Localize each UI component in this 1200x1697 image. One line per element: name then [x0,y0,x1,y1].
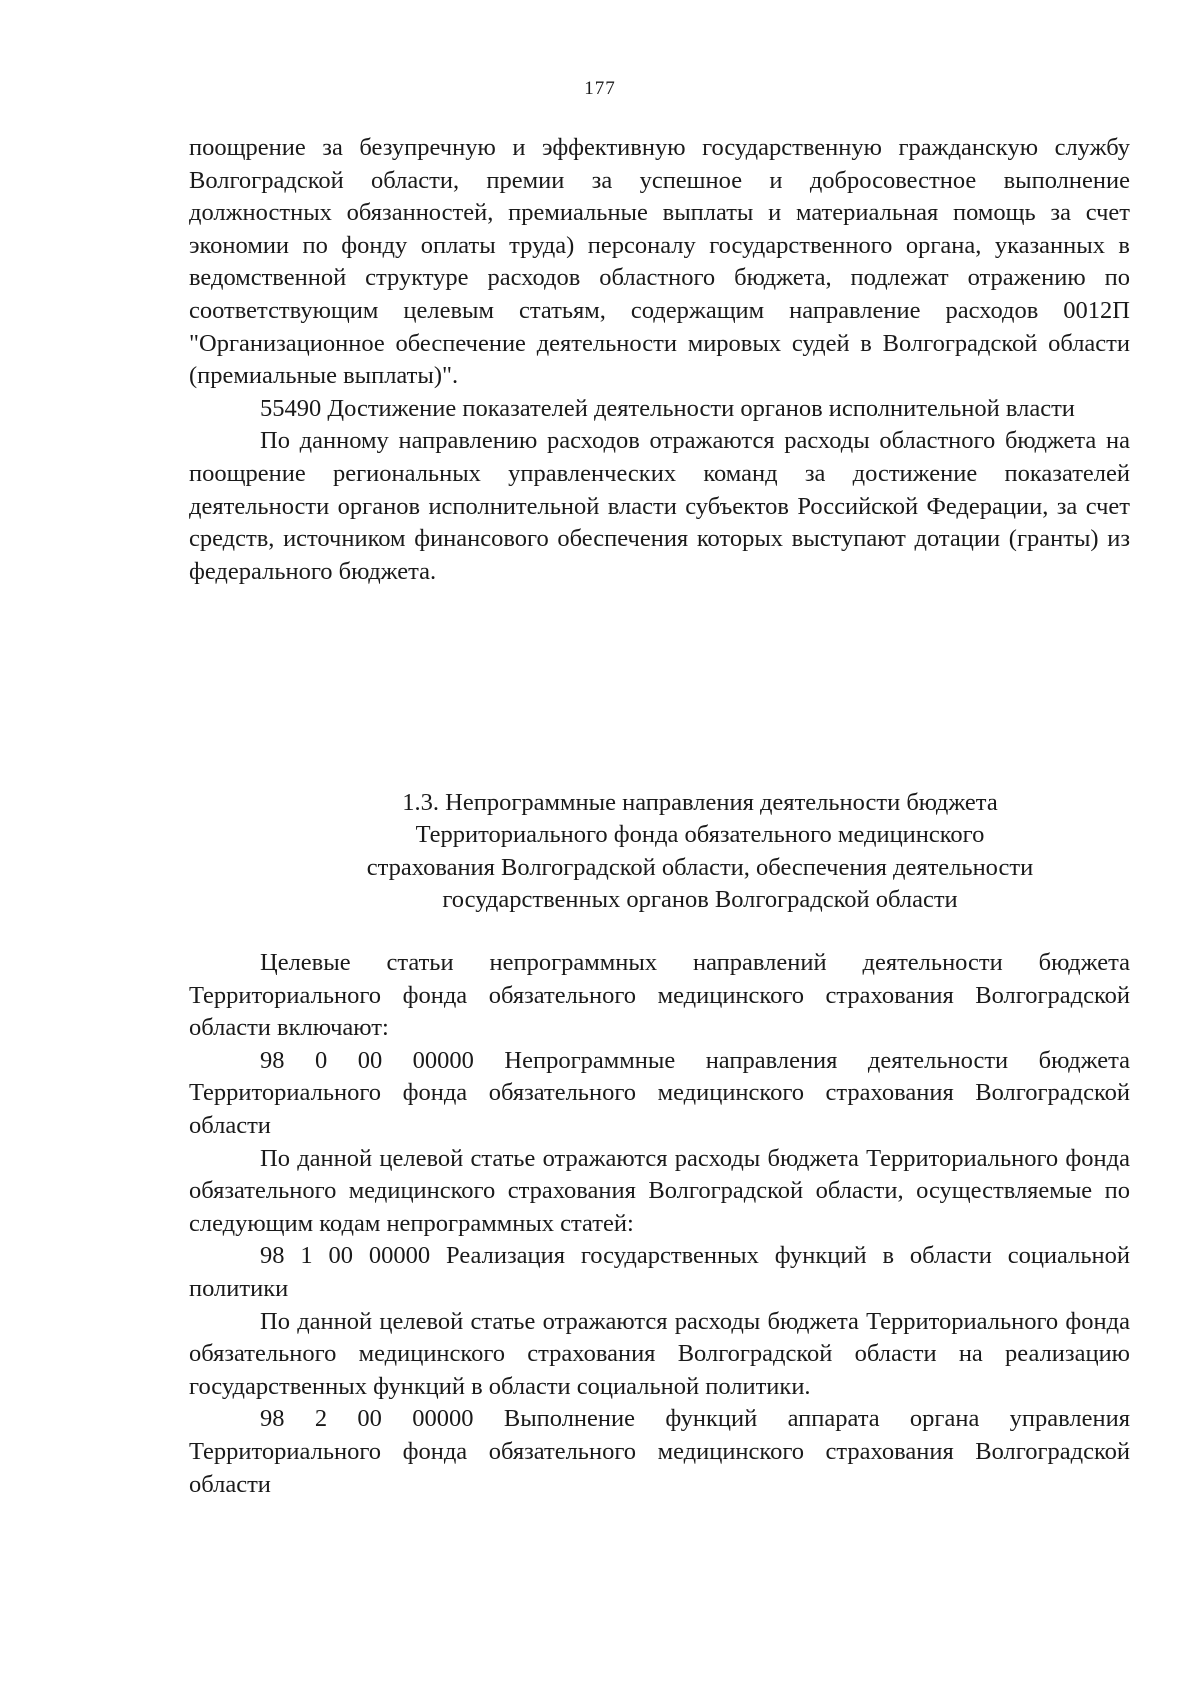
paragraph-description: По данной целевой статье отражаются расходы бюджета Территориального фонда обязательного медицинского страхования Волгоградской области, осуществляемые по следующим кодам непрограммных статей: [189,1144,1130,1237]
paragraph-code-55490: 55490 Достижение показателей деятельности органов исполнительной власти [260,394,1075,422]
text-block-top [189,132,1130,588]
heading-line: Территориального фонда обязательного медицинского [415,821,985,849]
paragraph-code-98-2: 98 2 00 00000 Выполнение функций аппарата органа управления Территориального фонда обязательного медицинского страхования Волгоградской области [189,1405,1130,1498]
paragraph-code-98-0: 98 0 00 00000 Непрограммные направления деятельности бюджета Территориального фонда обязательного медицинского страхования Волгоградской области [189,1046,1130,1139]
text-block-bottom [189,947,1130,1501]
paragraph-code-98-1: 98 1 00 00000 Реализация государственных функций в области социальной политики [189,1242,1130,1302]
paragraph-continuation: поощрение за безупречную и эффективную государственную гражданскую службу Волгоградской области, премии за успешное и добросовестное выполнение должностных обязанностей, премиальные выплаты и материальная помощь за счет экономии по фонду оплаты труда) персоналу государственного органа, указанных в ведомственной структуре расходов областного бюджета, подлежат отражению по соответствующим целевым статьям, содержащим направление расходов 0012П "Организационное обеспечение деятельности мировых судей в Волгоградской области (премиальные выплаты)". [189,134,1130,390]
heading-line: 1.3. Непрограммные направления деятельности бюджета [402,789,998,816]
paragraph-description: По данному направлению расходов отражаются расходы областного бюджета на поощрение региональных управленческих команд за достижение показателей деятельности органов исполнительной власти субъектов Российской Федерации, за счет средств, источником финансового обеспечения которых выступают дотации (гранты) из федерального бюджета. [189,427,1130,585]
section-heading [270,787,1130,917]
heading-line: страхования Волгоградской области, обеспечения деятельности [366,853,1034,881]
paragraph-intro: Целевые статьи непрограммных направлений деятельности бюджета Территориального фонда обязательного медицинского страхования Волгоградской области включают: [189,949,1130,1042]
paragraph-description: По данной целевой статье отражаются расходы бюджета Территориального фонда обязательного медицинского страхования Волгоградской области на реализацию государственных функций в области социальной политики. [189,1307,1130,1400]
page-number: 177 [584,78,616,99]
heading-line: государственных органов Волгоградской области [442,886,958,914]
